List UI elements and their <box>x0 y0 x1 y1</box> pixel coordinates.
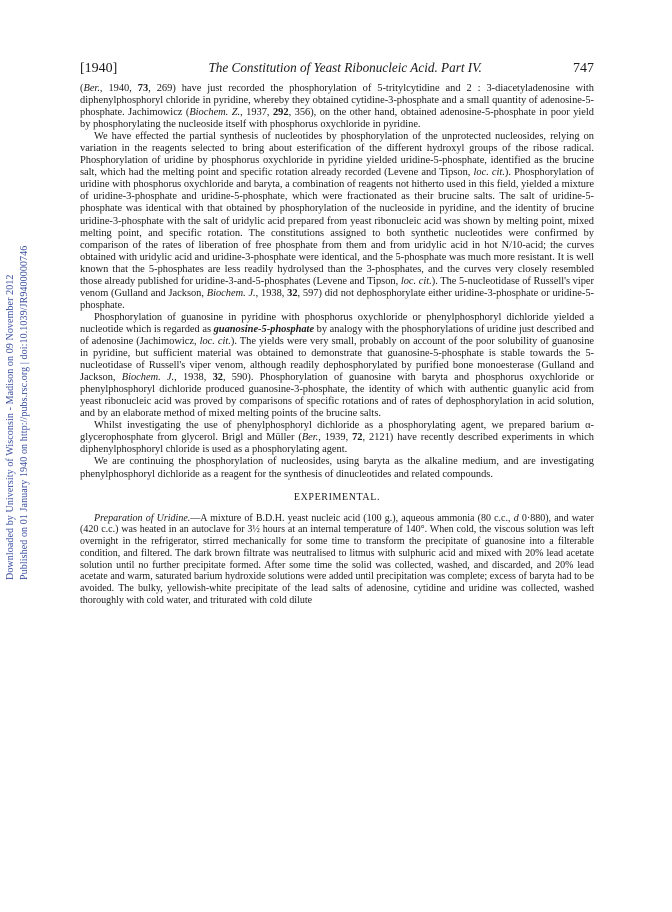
text-run: ). Phosphorylation of uridine with phosphorus oxychloride and baryta, a combination of reagents not hitherto used in this field, yielded a mixture of uridine-3-phosphate and uridine-5-phosphate, which were fractionated as their brucine salts. The salt of uridine-5-phosphate was identical with that obtained by phosphorylation of the nucleoside in pyridine, and the identity of brucine uridine-3-phosphate with the salt of uridylic acid prepared from yeast ribonucleic acid was shown by melting point, mixed melting point, and specific rotation. The constitutions assigned to both synthetic nucleotides were confirmed by comparison of the rates of liberation of free phosphate from them and from uridylic acid in hot N/10-acid; the curves obtained with uridylic acid and uridine-3-phosphate were identical, and the 5-phosphate was much more resistant. It is well known that the 5-phosphates are less readily hydrolysed than the 3-phosphates, and the curves very closely resembled those already published for uridine-3-and-5-phosphates (Levene and Tipson, <box>80 167 595 287</box>
citation-volume: 72 <box>352 432 363 444</box>
text-run: We are continuing the phosphorylation of nucleosides, using baryta as the alkaline medium, and are investigating phenylphosphoryl dichloride as a reagent for the synthesis of dinucleotides and related compounds. <box>80 456 594 480</box>
text-run: , 1937, <box>240 107 273 119</box>
text-run: , 2121) have recently described experiments in which diphenylphosphoryl chloride is used as a phosphorylating agent. <box>80 432 594 456</box>
citation-loc: loc. cit. <box>199 335 231 347</box>
paragraph-5 <box>80 456 594 480</box>
paragraph-4 <box>80 420 594 456</box>
citation-journal: Biochem. J. <box>206 287 256 299</box>
experimental-paragraph <box>80 513 594 607</box>
text-run: ). The yields were very small, probably on account of the poor solubility of guanosine in pyridine, but sufficient material was obtained to demonstrate that guanosine-5-phosphate is stable towards the 5-nucleotidase of Russell's viper venom, although readily dephosphorylated by purified bone monoesterase (Gulland and Jackson, <box>80 335 595 384</box>
page-number: 747 <box>572 61 594 76</box>
text-run: , 1940, <box>99 83 138 94</box>
header-title: The Constitution of Yeast Ribonucleic Acid. Part IV. <box>208 60 482 75</box>
citation-volume: 32 <box>287 287 298 299</box>
text-run: , 597) did not dephosphorylate either uridine-3-phosphate or uridine-5-phosphate. <box>80 287 594 311</box>
citation-loc: loc. cit. <box>400 275 432 287</box>
subsection-title: Preparation of Uridine. <box>94 512 191 524</box>
citation-volume: 292 <box>272 107 289 119</box>
header-year: [1940] <box>80 61 118 76</box>
text-run: —A mixture of B.D.H. yeast nucleic acid (100 g.), aqueous ammonia (80 c.c., <box>190 512 514 524</box>
citation-volume: 32 <box>212 372 223 384</box>
paragraph-2 <box>80 131 594 312</box>
citation-journal: Ber. <box>301 432 319 444</box>
text-run: ). The 5-nucleotidase of Russell's viper venom (Gulland and Jackson, <box>80 275 594 299</box>
paragraph-1: (Ber., 1940, 73, 269) have just recorded the phosphorylation of 5-tritylcytidine and 2 : 3-diacetyladenosine with diphenylphosphoryl chloride in pyridine, whereby they obtained cytidine-3-phosphate and a small quantity of adenosine-5-phosphate. Jachimowicz (Biochem. Z., 1937, 292, 356), on the other hand, obtained adenosine-5-phosphate in poor yield by phosphorylating the nucleoside itself with phosphorus oxychloride in pyridine. <box>80 83 594 131</box>
text-run: , 590). Phosphorylation of guanosine with baryta and phosphorus oxychloride or phenylphosphoryl dichloride produced guanosine-3-phosphate, the identity of which with authentic guanylic acid from yeast ribonucleic acid was proved by comparisons of specific rotations and of rates of dephosphorylation in acid solution, and by an elaborate method of mixed melting points of the brucine salts. <box>80 372 595 420</box>
citation-journal: Ber. <box>83 83 100 94</box>
text-run: , 1939, <box>318 432 353 444</box>
text-run: , 356), on the other hand, obtained adenosine-5-phosphate in poor yield by phosphorylating the nucleoside itself with phosphorus oxychloride in pyridine. <box>80 107 594 131</box>
citation-journal: Biochem. J. <box>121 372 175 384</box>
text-run: Whilst investigating the use of phenylphosphoryl dichloride as a phosphorylating agent, we prepared barium α-glycerophosphate from glycerol. Brigl and Müller ( <box>80 420 594 444</box>
text-run: Phosphorylation of guanosine in pyridine with phosphorus oxychloride or phenylphosphoryl dichloride yielded a nucleotide which is regarded as <box>80 311 594 335</box>
text-run: by analogy with the phosphorylations of uridine just described and of adenosine (Jachimowicz, <box>80 323 594 347</box>
paragraph-3 <box>80 312 594 420</box>
text-run: 0·880), and water (420 c.c.) was heated in an autoclave for 3½ hours at an internal temperature of 140°. When cold, the viscous solution was left overnight in the refrigerator, stirred mechanically for some time to transform the precipitate of guanosine into a filterable condition, and filtered. The dark brown filtrate was neutralised to litmus with sulphuric acid and mixed with 20% lead acetate solution until no further precipitate formed. After some time the solid was collected, washed, and discarded, and 20% lead acetate and warm, saturated barium hydroxide solutions were added until precipitation was complete; excess of baryta had to be avoided. The bulky, yellowish-white precipitate of the lead salts of adenosine, cytidine and uridine was collected, washed thoroughly with cold water, and triturated with cold dilute <box>80 512 595 606</box>
density-symbol: d <box>513 512 519 524</box>
compound-name: guanosine-5-phosphate <box>213 323 315 335</box>
text-run: , 269) have just recorded the phosphorylation of 5-tritylcytidine and 2 : 3-diacetyladenosine with diphenylphosphoryl chloride in pyridine, whereby they obtained cytidine-3-phosphate and a small quantity of adenosine-5-phosphate. Jachimowicz ( <box>80 83 594 119</box>
publication-notice: Published on 01 January 1940 on http://pubs.rsc.org | doi:10.1039/JR9400000746 <box>19 245 30 580</box>
citation-loc: loc. cit. <box>473 167 505 179</box>
text-run: , 1938, <box>255 287 288 299</box>
running-header <box>80 60 594 77</box>
citation-volume: 73 <box>137 83 149 94</box>
download-notice: Downloaded by University of Wisconsin - Madison on 09 November 2012 <box>5 274 16 580</box>
text-run: , 1938, <box>174 372 213 384</box>
text-run: We have effected the partial synthesis of nucleotides by phosphorylation of the unprotected nucleosides, relying on variation in the reagents selected to bring about esterification of the different hydroxyl groups of the ribose radical. Phosphorylation of uridine by phosphorus oxychloride in pyridine yielded uridine-5-phosphate, identified as the brucine salt, which had the melting point and specific rotation already recorded (Levene and Tipson, <box>80 131 594 179</box>
section-heading: EXPERIMENTAL. <box>293 491 381 503</box>
citation-journal: Biochem. Z. <box>189 107 241 119</box>
article-body <box>80 83 594 607</box>
